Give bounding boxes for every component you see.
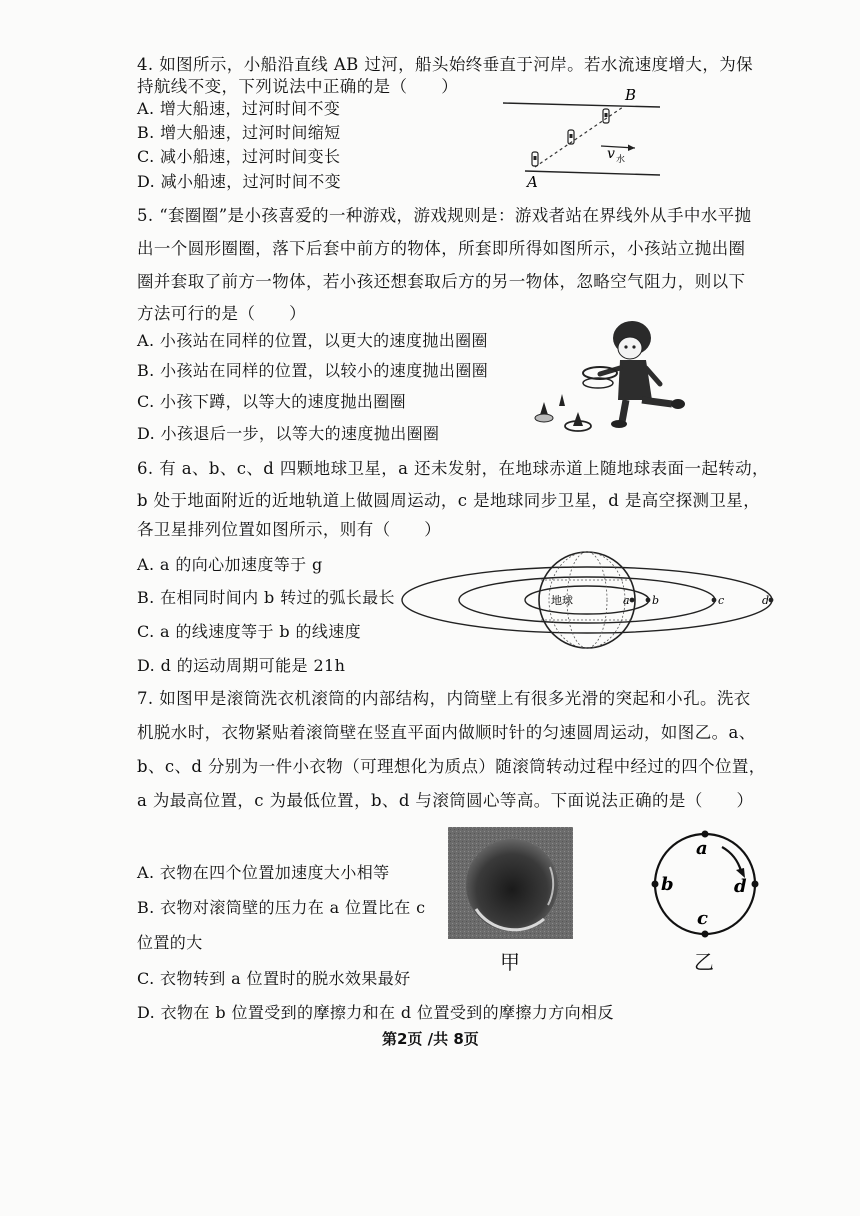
q6-satellite-figure — [400, 548, 775, 653]
page-number-footer: 第2页 /共 8页 — [382, 1030, 479, 1048]
q5-stem-line1: 5. “套圈圈”是小孩喜爱的一种游戏，游戏规则是：游戏者站在界线外从手中水平抛 — [137, 206, 752, 225]
q7-option-d: D. 衣物在 b 位置受到的摩擦力和在 d 位置受到的摩擦力方向相反 — [137, 1003, 614, 1022]
q6-option-b: B. 在相同时间内 b 转过的弧长最长 — [137, 588, 395, 607]
label-b: B — [625, 86, 637, 104]
v-label: v — [607, 146, 615, 162]
caption-yi: 乙 — [694, 950, 714, 974]
label-pos-a: a — [696, 838, 708, 859]
q7-circle-diagram — [638, 828, 773, 946]
q7-stem-line1: 7. 如图甲是滚筒洗衣机滚筒的内部结构，内筒壁上有很多光滑的突起和小孔。洗衣 — [137, 689, 751, 708]
point-a — [702, 831, 709, 838]
q4-stem-line1: 4. 如图所示，小船沿直线 AB 过河，船头始终垂直于河岸。若水流速度增大，为保 — [137, 55, 754, 74]
target-object-back — [535, 402, 553, 422]
q4-option-b: B. 增大船速，过河时间缩短 — [137, 123, 341, 142]
boat-icon-1 — [532, 152, 538, 166]
q4-stem-line2: 持航线不变，下列说法中正确的是（ ） — [137, 77, 459, 96]
q6-stem-line2: b 处于地面附近的近地轨道上做圆周运动，c 是地球同步卫星，d 是高空探测卫星， — [137, 491, 761, 510]
earth-label: 地球 — [551, 594, 573, 607]
label-sat-b: b — [652, 594, 660, 607]
drum-opening — [466, 839, 558, 931]
q4-river-figure — [495, 85, 670, 195]
q7-option-b-line1: B. 衣物对滚筒壁的压力在 a 位置比在 c — [137, 898, 426, 917]
orbit-c — [459, 577, 715, 623]
q6-option-d: D. d 的运动周期可能是 21h — [137, 656, 346, 675]
q4-option-a: A. 增大船速，过河时间不变 — [137, 99, 341, 118]
target-object-middle — [559, 394, 565, 406]
label-sat-a: a — [623, 594, 630, 607]
satellite-d — [769, 598, 774, 603]
child-illustration — [600, 321, 685, 428]
label-sat-d: d — [762, 594, 770, 607]
boat-icon-3 — [603, 109, 609, 123]
point-c — [702, 931, 709, 938]
q4-option-d: D. 减小船速，过河时间不变 — [137, 172, 342, 191]
q5-option-c: C. 小孩下蹲，以等大的速度抛出圈圈 — [137, 392, 407, 411]
target-object-front — [565, 412, 591, 431]
label-pos-d: d — [734, 876, 747, 897]
rotation-arrow — [722, 847, 741, 871]
q7-option-b-line2: 位置的大 — [137, 933, 203, 952]
satellite-b — [646, 598, 651, 603]
q6-stem-line1: 6. 有 a、b、c、d 四颗地球卫星，a 还未发射，在地球赤道上随地球表面一起转动， — [137, 459, 769, 478]
satellite-c — [712, 598, 717, 603]
q7-stem-line4: a 为最高位置，c 为最低位置，b、d 与滚筒圆心等高。下面说法正确的是（ ） — [137, 791, 754, 810]
q7-drum-photo — [448, 827, 573, 939]
q4-option-c: C. 减小船速，过河时间变长 — [137, 147, 341, 166]
q7-stem-line3: b、c、d 分别为一件小衣物（可理想化为质点）随滚筒转动过程中经过的四个位置， — [137, 757, 766, 776]
q5-option-b: B. 小孩站在同样的位置，以较小的速度抛出圈圈 — [137, 361, 489, 380]
q7-option-c: C. 衣物转到 a 位置时的脱水效果最好 — [137, 969, 411, 988]
q7-stem-line2: 机脱水时，衣物紧贴着滚筒壁在竖直平面内做顺时针的匀速圆周运动，如图乙。a、 — [137, 723, 756, 742]
q6-option-a: A. a 的向心加速度等于 g — [137, 555, 323, 574]
q5-option-a: A. 小孩站在同样的位置，以更大的速度抛出圈圈 — [137, 331, 488, 350]
point-d — [752, 881, 759, 888]
label-sat-c: c — [718, 594, 725, 607]
q5-stem-line2: 出一个圆形圈圈，落下后套中前方的物体，所套即所得如图所示，小孩站立抛出圈 — [137, 239, 746, 258]
river-bank-top — [503, 103, 660, 107]
label-pos-c: c — [697, 908, 708, 929]
caption-jia: 甲 — [500, 950, 520, 974]
label-pos-b: b — [661, 874, 674, 895]
satellite-a — [630, 598, 635, 603]
point-b — [652, 881, 659, 888]
q5-stem-line3: 圈并套取了前方一物体，若小孩还想套取后方的另一物体，忽略空气阻力，则以下 — [137, 272, 746, 291]
q6-option-c: C. a 的线速度等于 b 的线速度 — [137, 622, 362, 641]
q5-ring-toss-figure — [528, 318, 708, 443]
v-subscript: 水 — [616, 155, 626, 165]
label-a: A — [527, 173, 538, 191]
river-bank-bottom — [525, 171, 660, 175]
q6-stem-line3: 各卫星排列位置如图所示，则有（ ） — [137, 520, 442, 539]
q5-stem-line4: 方法可行的是（ ） — [137, 304, 306, 323]
q7-option-a: A. 衣物在四个位置加速度大小相等 — [137, 863, 390, 882]
q5-option-d: D. 小孩退后一步，以等大的速度抛出圈圈 — [137, 424, 440, 443]
